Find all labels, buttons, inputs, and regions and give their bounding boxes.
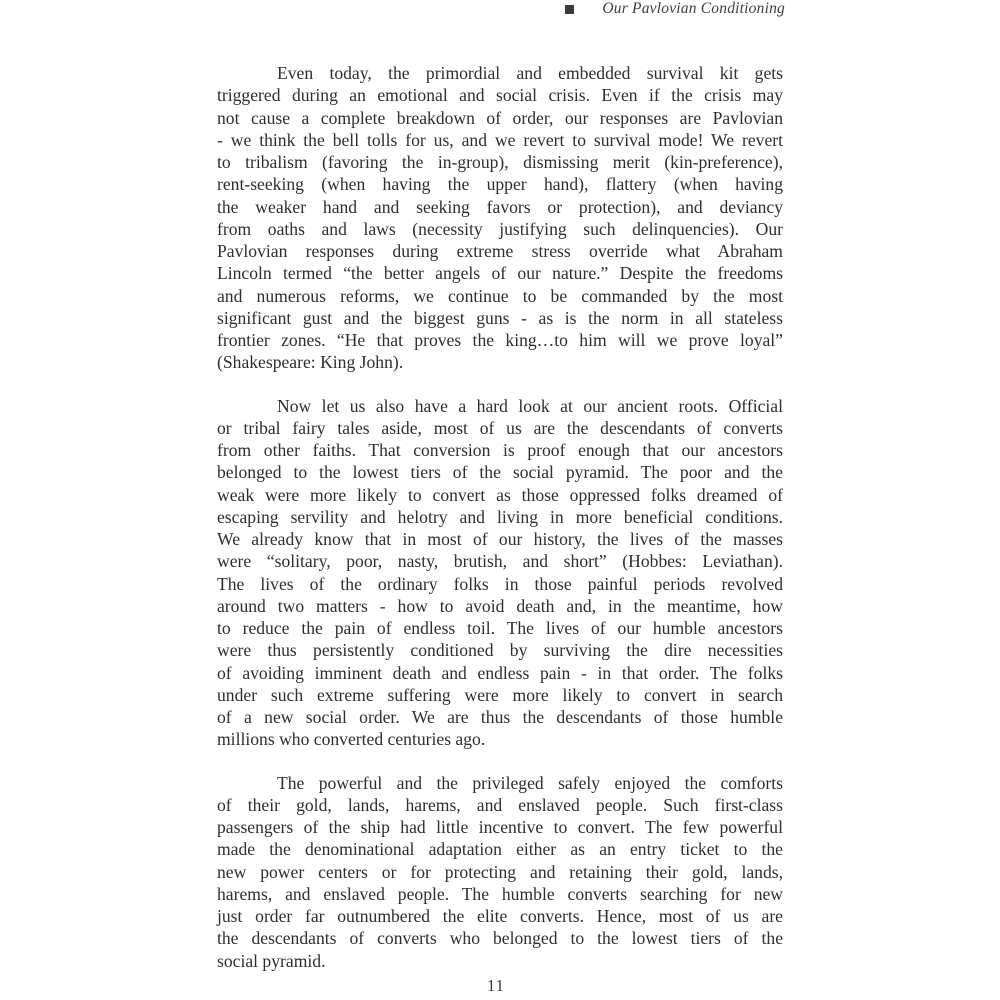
text-line: of a new social order. We are thus the descendants of those humble	[217, 707, 783, 727]
page-number: 11	[487, 976, 505, 995]
text-line: of avoiding imminent death and endless pain - in that order. The folks	[217, 662, 783, 683]
text-line: The lives of the ordinary folks in those painful periods revolved	[217, 573, 783, 594]
paragraph-3	[217, 772, 783, 972]
running-header-title: Our Pavlovian Conditioning	[602, 0, 785, 17]
text-line: The powerful and the privileged safely enjoyed the comforts	[277, 772, 783, 793]
text-line: under such extreme suffering were more likely to convert in search	[217, 684, 783, 705]
text-line: from oaths and laws (necessity justifying such delinquencies). Our	[217, 218, 783, 239]
text-line: rent-seeking (when having the upper hand), flattery (when having	[217, 174, 783, 195]
text-line: (Shakespeare: King John).	[217, 352, 404, 373]
text-line: were “solitary, poor, nasty, brutish, and short” (Hobbes: Leviathan).	[217, 551, 783, 572]
square-bullet-icon	[565, 5, 574, 14]
text-line: Now let us also have a hard look at our ancient roots. Official	[277, 395, 783, 416]
text-line: harems, and enslaved people. The humble converts searching for new	[217, 883, 783, 904]
text-line: to tribalism (favoring the in-group), dismissing merit (kin-preference),	[217, 152, 783, 172]
text-line: weak were more likely to convert as those oppressed folks dreamed of	[217, 484, 783, 505]
text-line: new power centers or for protecting and retaining their gold, lands,	[217, 861, 783, 882]
text-line: millions who converted centuries ago.	[217, 729, 486, 750]
text-line: made the denominational adaptation either as an entry ticket to the	[217, 839, 783, 860]
body-text-block	[217, 62, 783, 972]
text-line: Even today, the primordial and embedded survival kit gets	[277, 63, 783, 83]
text-line: We already know that in most of our history, the lives of the masses	[217, 529, 783, 549]
text-line: Lincoln termed “the better angels of our nature.” Despite the freedoms	[217, 263, 783, 284]
text-line: - we think the bell tolls for us, and we revert to survival mode! We revert	[217, 129, 783, 150]
text-line: social pyramid.	[217, 950, 326, 971]
text-line: frontier zones. “He that proves the king…to him will we prove loyal”	[217, 330, 783, 350]
text-line: passengers of the ship had little incentive to convert. The few powerful	[217, 817, 783, 837]
running-header	[565, 0, 785, 18]
text-line: to reduce the pain of endless toil. The lives of our humble ancestors	[217, 618, 783, 638]
text-line: the weaker hand and seeking favors or protection), and deviancy	[217, 196, 783, 217]
text-line: belonged to the lowest tiers of the social pyramid. The poor and the	[217, 462, 783, 483]
text-line: triggered during an emotional and social crisis. Even if the crisis may	[217, 85, 783, 106]
text-line: of their gold, lands, harems, and enslaved people. Such first-class	[217, 794, 783, 815]
paragraph-1	[217, 62, 783, 374]
text-line: and numerous reforms, we continue to be commanded by the most	[217, 285, 783, 306]
text-line: significant gust and the biggest guns - as is the norm in all stateless	[217, 307, 783, 328]
text-line: just order far outnumbered the elite converts. Hence, most of us are	[217, 906, 783, 926]
text-line: escaping servility and helotry and living in more beneficial conditions.	[217, 506, 783, 527]
text-line: were thus persistently conditioned by surviving the dire necessities	[217, 640, 783, 661]
text-line: Pavlovian responses during extreme stress override what Abraham	[217, 241, 783, 261]
text-line: or tribal fairy tales aside, most of us are the descendants of converts	[217, 417, 783, 438]
text-line: the descendants of converts who belonged to the lowest tiers of the	[217, 928, 783, 949]
paragraph-2	[217, 395, 783, 751]
text-line: not cause a complete breakdown of order, our responses are Pavlovian	[217, 107, 783, 128]
text-line: around two matters - how to avoid death and, in the meantime, how	[217, 595, 783, 616]
text-line: from other faiths. That conversion is proof enough that our ancestors	[217, 440, 783, 460]
